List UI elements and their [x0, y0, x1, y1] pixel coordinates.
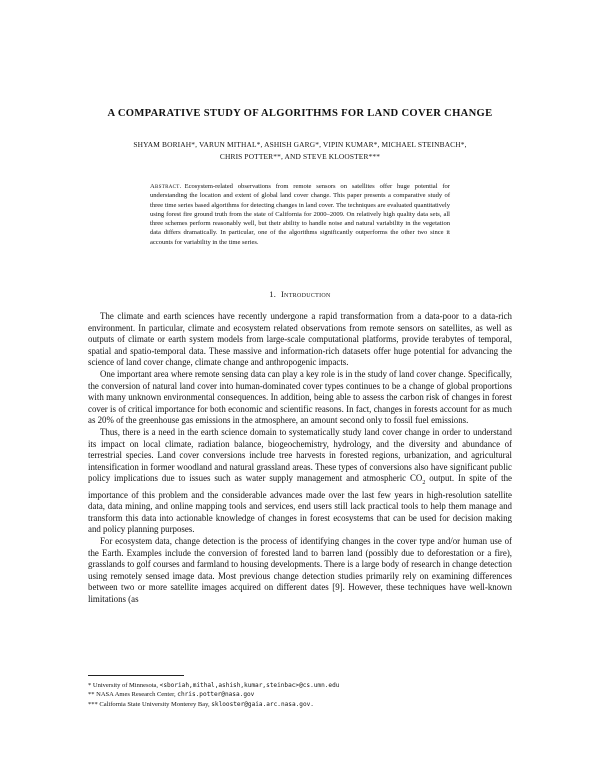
- section-title: Introduction: [280, 290, 331, 299]
- co2-chemical: $CO_2$: [410, 473, 426, 487]
- co2-subscript: 2: [422, 480, 426, 487]
- paragraph: One important area where remote sensing data can play a key role is in the study of land cover change. Specifically, the conversion of natural land cover into human-dominated cover types continues to be a change of global proportions with many unknown environmental consequences. In addition, being able to assess the carbon risk of changes in forest cover is of critical importance for both economic and scientific reasons. In fact, changes in forests account for as much as 20% of the greenhouse gas emissions in the atmosphere, an amount second only to fossil fuel emissions.: [88, 368, 512, 426]
- footnotes: [88, 675, 512, 709]
- footnote: * University of Minnesota, <sboriah,mithal,ashish,kumar,steinbac>@cs.umn.edu: [88, 682, 340, 689]
- email-link[interactable]: <sboriah,mithal,ashish,kumar,steinbac>@cs.umn.edu: [159, 682, 340, 689]
- abstract-text: Ecosystem-related observations from remote sensors on satellites offer huge potential for understanding the location and extent of global land cover change. This paper presents a comparative study of three time series based algorithms for detecting changes in land cover. The techniques are evaluated quantitatively using forest fire ground truth from the state of California for 2000–2009. On relatively high quality data sets, all three schemes perform reasonably well, but their ability to handle noise and natural variability in the vegetation data differs dramatically. In particular, one of the algorithms significantly outperforms the other two since it accounts for variability in the time series.: [150, 183, 450, 246]
- email-link[interactable]: sklooster@gaia.arc.nasa.gov.: [211, 700, 314, 708]
- section-number: 1.: [269, 290, 277, 299]
- author-line: CHRIS POTTER**, AND STEVE KLOOSTER***: [219, 151, 381, 161]
- paragraph: For ecosystem data, change detection is the process of identifying changes in the cover type and/or human use of the Earth. Examples include the conversion of forested land to barren land (possibly due to deforestation or a fire), grasslands to golf courses and farmland to housing developments. There is a large body of research in change detection using remotely sensed image data. Most previous change detection studies primarily rely on examining differences between two or more satellite images acquired on different dates [9]. However, these techniques have well-known limitations (as: [88, 536, 512, 605]
- paragraph: The climate and earth sciences have recently undergone a rapid transformation from a data-poor to a data-rich environment. In particular, climate and ecosystem related observations from remote sensors on satellites, as well as outputs of climate or earth system models from large-scale computational platforms, provide terabytes of temporal, spatial and spatio-temporal data. These massive and information-rich datasets offer huge potential for advancing the science of land cover change, climate change and anthropogenic impacts.: [88, 311, 512, 368]
- footnote: *** California State University Monterey Bay, sklooster@gaia.arc.nasa.gov.: [88, 700, 314, 708]
- section-heading: [0, 290, 600, 299]
- paper-title: A COMPARATIVE STUDY OF ALGORITHMS FOR LAND COVER CHANGE: [107, 108, 493, 119]
- body-text: [88, 311, 512, 606]
- paragraph-text: Thus, there is a need in the earth science domain to systematically study land cover change in order to understand its impact on local climate, radiation balance, biogeochemistry, hydrology, and the diversity and abundance of terrestrial species. Land cover conversions include tree harvests in forested regions, urbanization, and agricultural intensification in former woodland and natural grassland areas. These types of conversions also have significant public policy implications due to issues such as water supply management and atmospheric: [88, 426, 512, 484]
- footnote-rule: [88, 675, 184, 676]
- abstract: [150, 182, 450, 247]
- author-list: [90, 139, 510, 162]
- paragraph-text: output. In spite of the importance of this problem and the considerable advances made over the last few years in high-resolution satellite data, data mining, and online mapping tools and services, end users still lack practical tools to help them manage and transform this data into actionable knowledge of changes in forest ecosystems that can be used for decision making and policy planning purposes.: [88, 473, 512, 535]
- abstract-label: Abstract.: [150, 183, 182, 190]
- email-link[interactable]: chris.potter@nasa.gov: [177, 691, 255, 699]
- paragraph: [88, 427, 512, 536]
- footnote: ** NASA Ames Research Center, chris.potter@nasa.gov: [88, 691, 255, 699]
- author-line: SHYAM BORIAH*, VARUN MITHAL*, ASHISH GARG*, VIPIN KUMAR*, MICHAEL STEINBACH*,: [133, 140, 467, 149]
